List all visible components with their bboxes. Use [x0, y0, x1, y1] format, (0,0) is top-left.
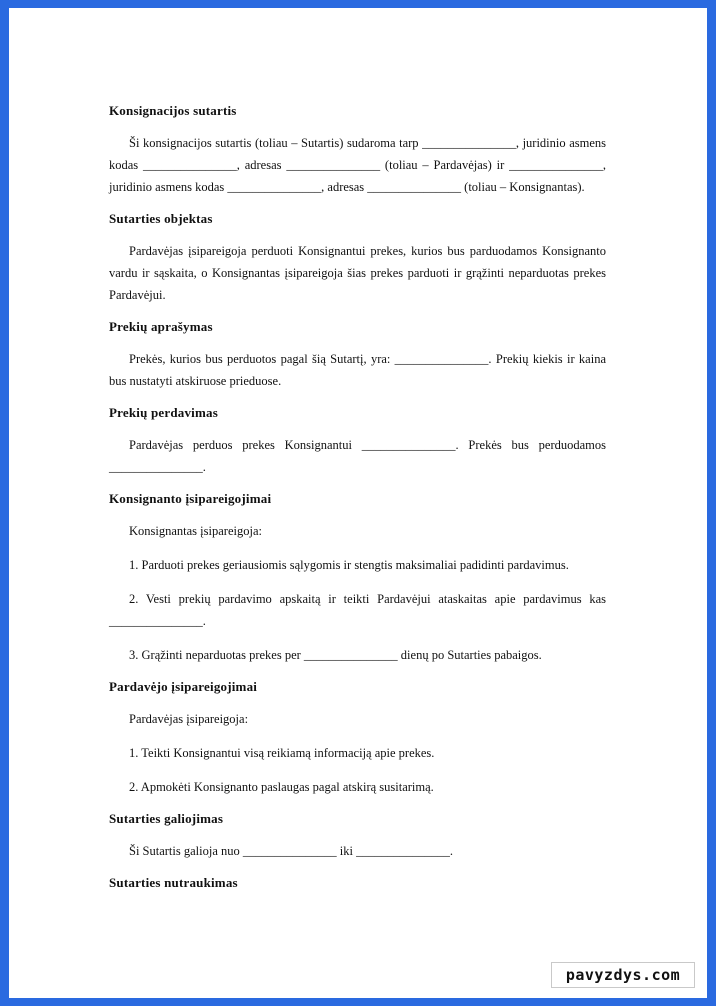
section-heading: Konsignanto įsipareigojimai	[109, 491, 272, 506]
section-paragraph: Ši Sutartis galioja nuo _______________ iki _______________.	[129, 844, 453, 858]
section-paragraph: Pardavėjas perduos prekes Konsignantui _______________. Prekės bus perduodamos _______________.	[109, 438, 606, 474]
section-heading: Sutarties nutraukimas	[109, 875, 238, 890]
list-item: 2. Vesti prekių pardavimo apskaitą ir teikti Pardavėjui ataskaitas apie pardavimus kas _______________.	[109, 592, 606, 628]
list-item: 1. Parduoti prekes geriausiomis sąlygomis ir stengtis maksimaliai padidinti pardavimus.	[129, 558, 569, 572]
section-goods-description	[109, 318, 606, 392]
watermark-badge: pavyzdys.com	[551, 962, 695, 988]
section-heading: Sutarties galiojimas	[109, 811, 224, 826]
document-content	[109, 102, 606, 904]
document-page	[9, 8, 707, 998]
list-item: 2. Apmokėti Konsignanto paslaugas pagal atskirą susitarimą.	[129, 780, 434, 794]
section-consignee-obligations	[109, 490, 606, 666]
section-heading: Pardavėjo įsipareigojimai	[109, 679, 258, 694]
section-paragraph: Prekės, kurios bus perduotos pagal šią Sutartį, yra: _______________. Prekių kiekis ir kaina bus nustatyti atskiruose prieduose.	[109, 352, 606, 388]
section-validity	[109, 810, 606, 862]
section-seller-obligations	[109, 678, 606, 798]
list-item: 3. Grąžinti neparduotas prekes per _______________ dienų po Sutarties pabaigos.	[129, 648, 542, 662]
section-termination	[109, 874, 606, 892]
section-heading: Sutarties objektas	[109, 211, 213, 226]
section-paragraph: Pardavėjas įsipareigoja:	[129, 712, 249, 726]
section-heading: Prekių aprašymas	[109, 319, 213, 334]
list-item: 1. Teikti Konsignantui visą reikiamą informaciją apie prekes.	[129, 746, 435, 760]
section-goods-transfer	[109, 404, 606, 478]
intro-paragraph: Ši konsignacijos sutartis (toliau – Sutartis) sudaroma tarp _______________, juridinio asmens kodas _______________, adresas _______________ (toliau – Pardavėjas) ir _______________, juridinio asmens kodas _______________, adresas _______________ (toliau – Konsignantas).	[109, 136, 606, 194]
section-paragraph: Pardavėjas įsipareigoja perduoti Konsignantui prekes, kurios bus parduodamos Konsignanto vardu ir sąskaita, o Konsignantas įsipareigoja šias prekes parduoti ir grąžinti neparduotas prekes Pardavėjui.	[109, 244, 606, 302]
section-subject	[109, 210, 606, 306]
section-paragraph: Konsignantas įsipareigoja:	[129, 524, 262, 538]
section-heading: Prekių perdavimas	[109, 405, 218, 420]
document-title: Konsignacijos sutartis	[109, 103, 237, 118]
